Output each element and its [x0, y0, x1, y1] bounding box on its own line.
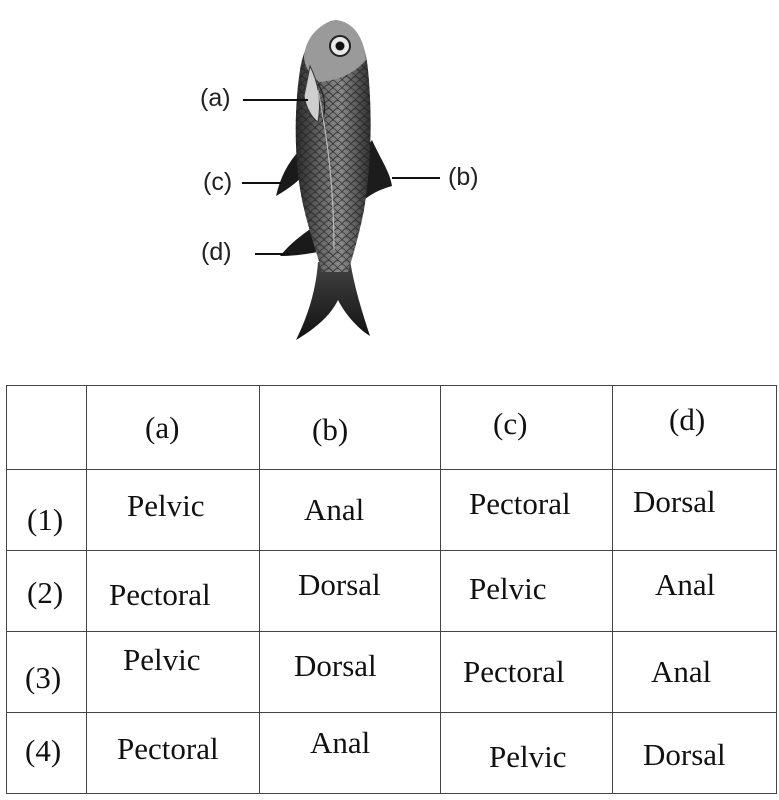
callout-c: (c) [203, 168, 233, 196]
answer-options-table [6, 385, 777, 794]
table-row [7, 713, 777, 794]
option-cell: Anal [613, 632, 777, 713]
option-cell: Pectoral [87, 713, 260, 794]
option-cell: Dorsal [260, 632, 441, 713]
fish-figure [0, 0, 779, 370]
row-label: (3) [7, 632, 87, 713]
callout-b: (b) [448, 163, 479, 191]
option-cell: Dorsal [613, 470, 777, 551]
option-cell: Anal [613, 551, 777, 632]
header-cell-c: (c) [441, 386, 613, 470]
header-cell-d: (d) [613, 386, 777, 470]
row-label: (4) [7, 713, 87, 794]
header-cell-a: (a) [87, 386, 260, 470]
header-cell-empty [7, 386, 87, 470]
option-cell: Pectoral [441, 632, 613, 713]
option-cell: Anal [260, 713, 441, 794]
option-cell: Pectoral [441, 470, 613, 551]
callout-a: (a) [200, 84, 231, 112]
header-cell-b: (b) [260, 386, 441, 470]
table-row [7, 470, 777, 551]
table-header-row [7, 386, 777, 470]
table-row [7, 632, 777, 713]
option-cell: Dorsal [613, 713, 777, 794]
row-label: (1) [7, 470, 87, 551]
table-row [7, 551, 777, 632]
option-cell: Pectoral [87, 551, 260, 632]
row-label: (2) [7, 551, 87, 632]
option-cell: Pelvic [87, 632, 260, 713]
option-cell: Pelvic [87, 470, 260, 551]
option-cell: Pelvic [441, 551, 613, 632]
option-cell: Pelvic [441, 713, 613, 794]
option-cell: Anal [260, 470, 441, 551]
callout-d: (d) [201, 238, 232, 266]
option-cell: Dorsal [260, 551, 441, 632]
fish-illustration [0, 0, 779, 370]
